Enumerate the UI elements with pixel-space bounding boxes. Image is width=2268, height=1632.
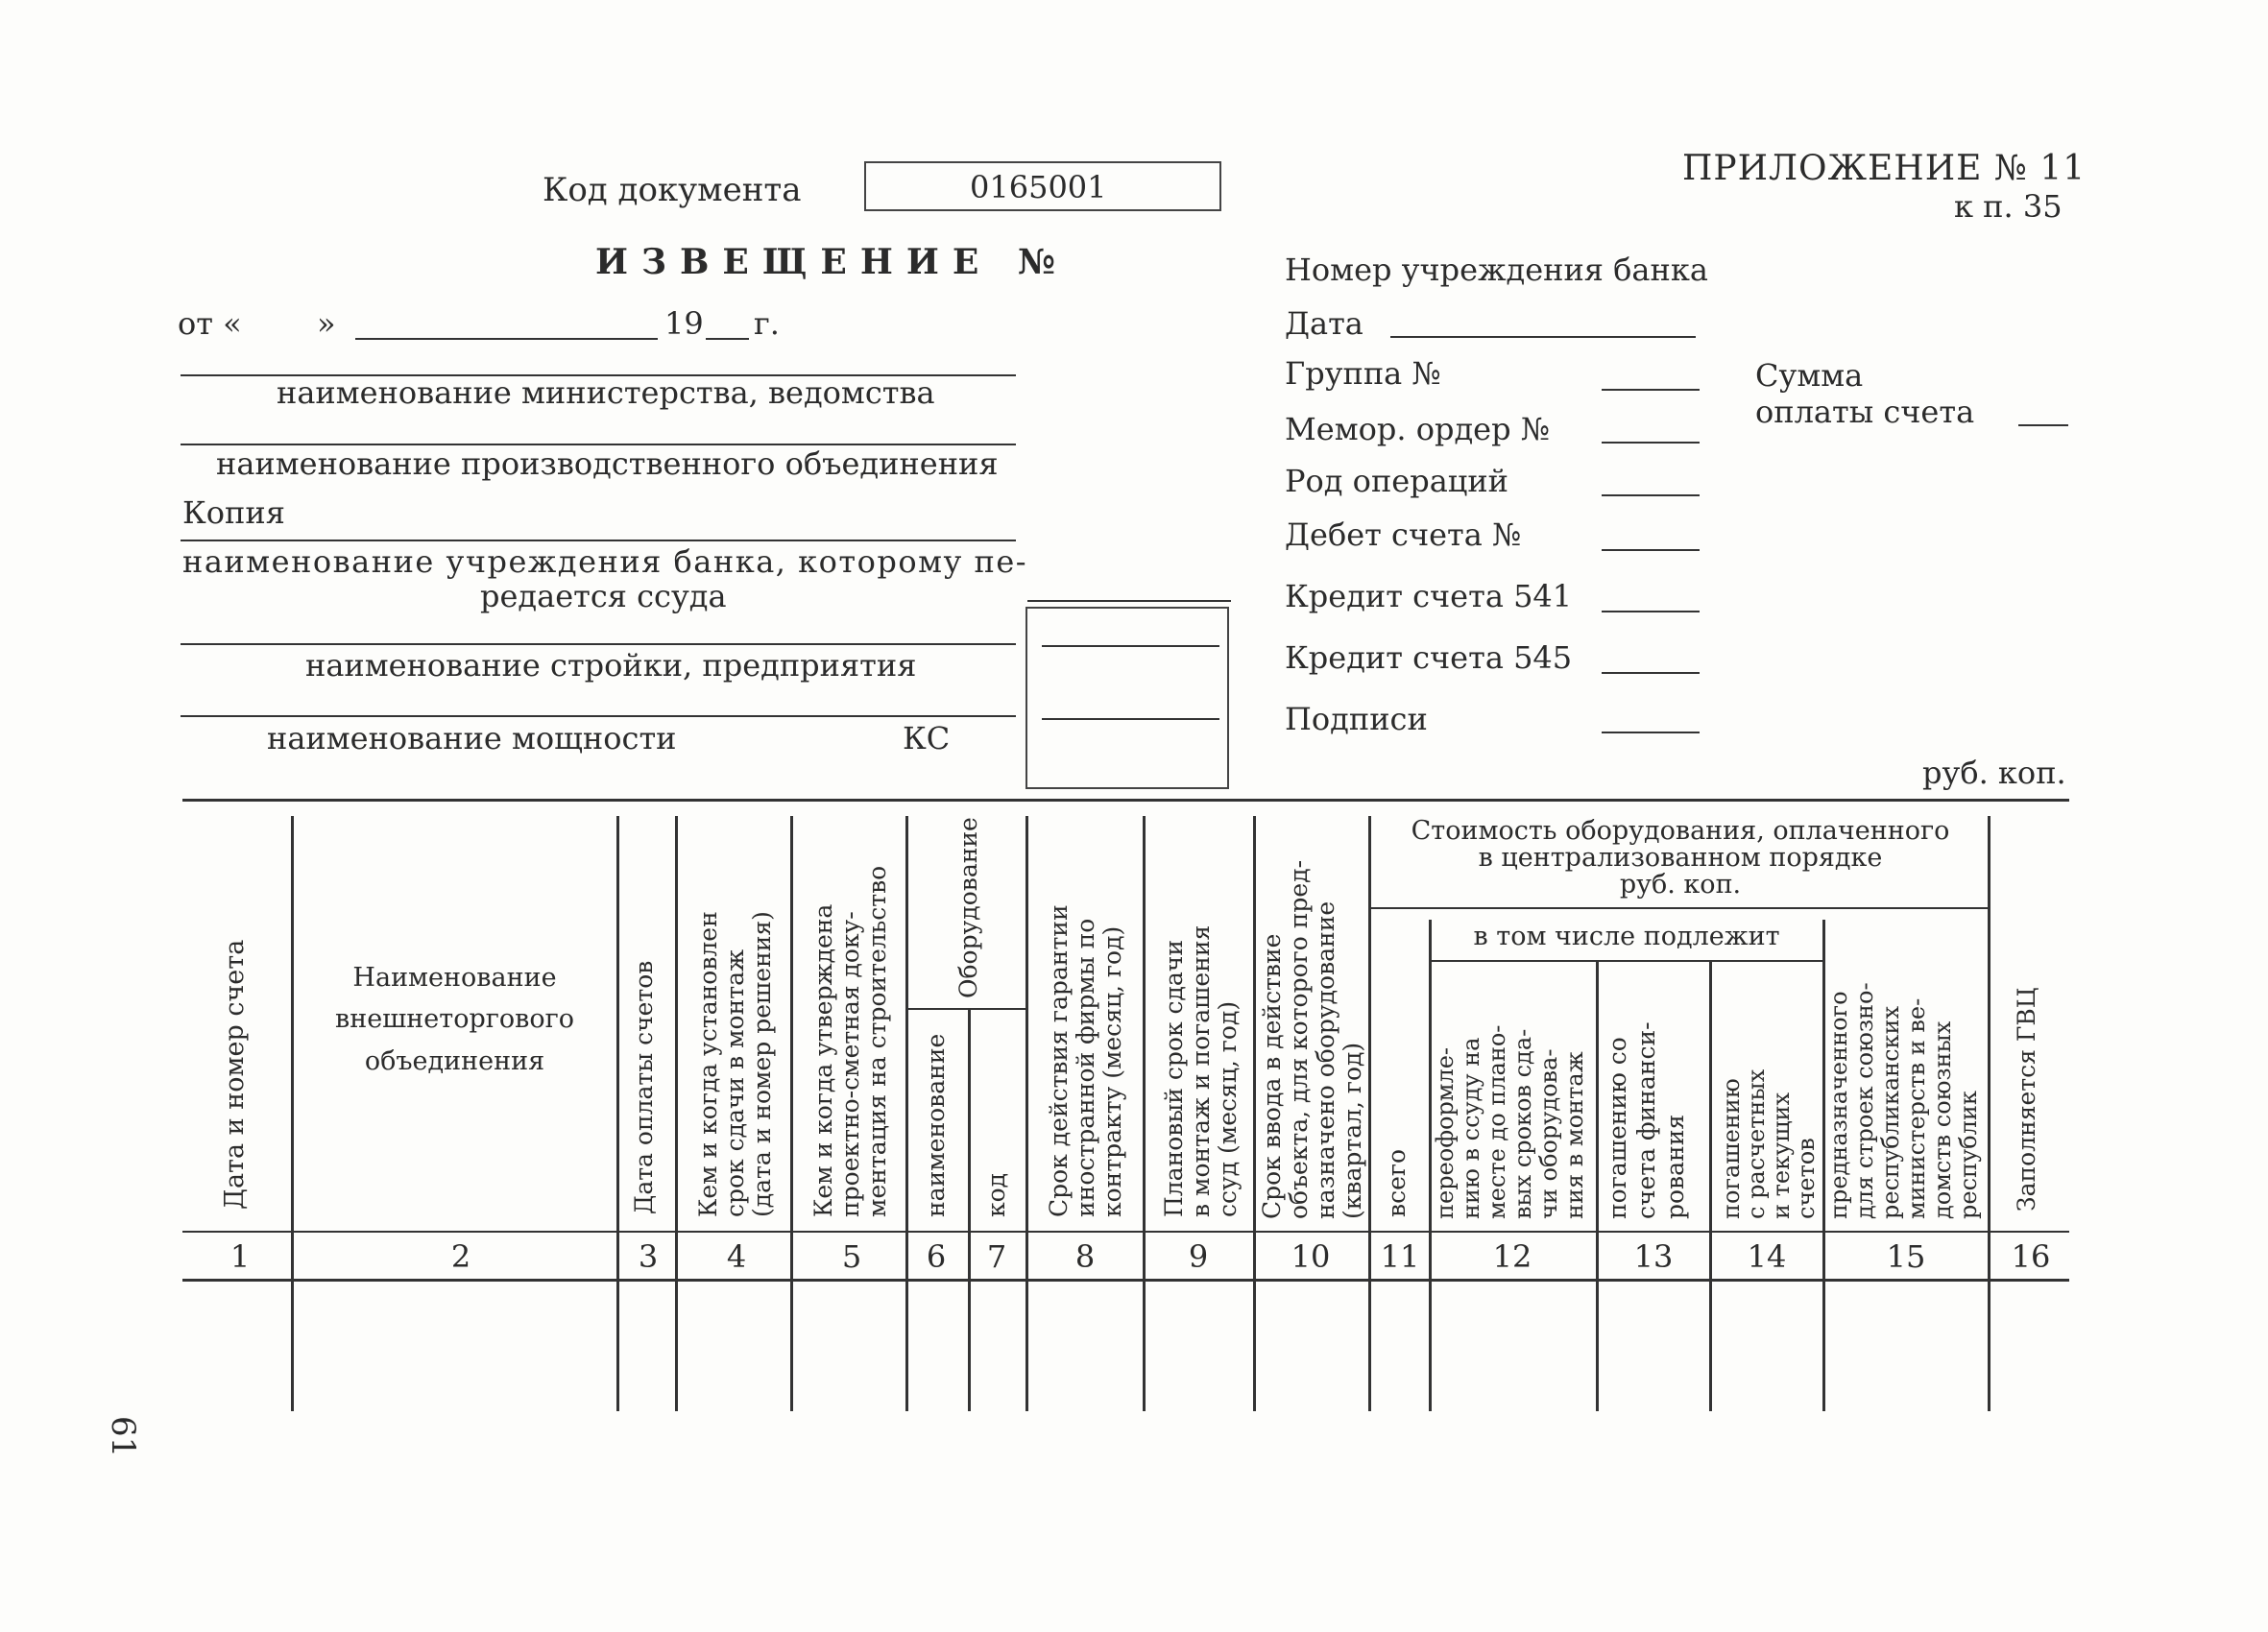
table-header-bottom xyxy=(182,1231,2069,1233)
col9-header-1: Плановый срок сдачи xyxy=(1160,939,1188,1217)
date-label: Дата xyxy=(1285,305,1363,342)
cost-header-2: в централизованном порядке xyxy=(1478,843,1883,873)
sum-label-1: Сумма xyxy=(1755,357,1864,394)
ks-label: КС xyxy=(903,720,951,756)
col6-header: наименование xyxy=(922,1033,950,1217)
col8-header-1: Срок действия гарантии xyxy=(1045,904,1073,1217)
col-number-14: 14 xyxy=(1747,1238,1787,1275)
group-label: Группа № xyxy=(1285,355,1441,392)
incl-group-line xyxy=(1429,960,1822,962)
doc-code-label: Код документа xyxy=(543,171,802,209)
appendix-title: ПРИЛОЖЕНИЕ № 11 xyxy=(1682,149,2087,188)
page-number: 61 xyxy=(104,1416,142,1458)
col-number-7: 7 xyxy=(986,1238,1007,1275)
side-box-line-1 xyxy=(1042,645,1219,647)
side-box-line-2 xyxy=(1042,718,1219,720)
col-number-11: 11 xyxy=(1380,1238,1420,1275)
col12-header-2: нию в ссуду на xyxy=(1458,1037,1484,1219)
col10-header-4: (квартал, год) xyxy=(1339,1042,1366,1219)
col8-header-2: иностранной фирмы по xyxy=(1072,918,1099,1217)
signatures-label: Подписи xyxy=(1285,701,1428,737)
col9-header-3: ссуд (месяц, год) xyxy=(1214,1000,1242,1217)
col3-header: Дата оплаты счетов xyxy=(630,960,658,1214)
copy-label: Копия xyxy=(182,494,285,531)
col12-header-4: вых сроков сда- xyxy=(1509,1028,1536,1219)
construction-line xyxy=(181,643,1016,645)
date-prefix: от « xyxy=(178,305,242,342)
col14-header-2: с расчетных xyxy=(1743,1068,1770,1219)
col5-header-3: ментация на строительство xyxy=(863,865,891,1217)
currency-label: руб. коп. xyxy=(1922,755,2066,791)
col5-header-2: проектно-сметная доку- xyxy=(836,911,864,1217)
capacity-label: наименование мощности xyxy=(267,720,677,756)
col-number-12: 12 xyxy=(1492,1238,1532,1275)
col12-header-3: месте до плано- xyxy=(1484,1024,1510,1219)
col9-header-2: в монтаж и погашения xyxy=(1187,924,1215,1217)
date-year-line xyxy=(706,338,749,340)
credit-545-label: Кредит счета 545 xyxy=(1285,639,1573,676)
col-number-9: 9 xyxy=(1188,1238,1209,1275)
col-number-15: 15 xyxy=(1886,1238,1926,1275)
col15-header-6: республик xyxy=(1955,1091,1982,1219)
col-divider-13 xyxy=(1709,962,1712,1411)
col-number-5: 5 xyxy=(841,1238,862,1275)
construction-label: наименование стройки, предприятия xyxy=(305,647,917,684)
col-number-1: 1 xyxy=(229,1238,251,1275)
col13-header-1: погашению со xyxy=(1604,1037,1631,1219)
debit-line xyxy=(1602,549,1700,551)
col-divider-12 xyxy=(1596,962,1599,1411)
cost-group-line xyxy=(1371,907,1988,909)
col15-header-2: для строек союзно- xyxy=(1851,982,1878,1219)
copy-line xyxy=(181,540,1016,541)
ministry-label: наименование министерства, ведомства xyxy=(277,374,935,411)
col14-header-4: счетов xyxy=(1793,1138,1820,1219)
date-suffix: г. xyxy=(754,305,780,342)
col-divider-5 xyxy=(905,816,908,1411)
box-top-line xyxy=(1027,600,1231,602)
date-year: 19 xyxy=(664,305,704,342)
equipment-header: Оборудование xyxy=(954,817,982,998)
col-divider-1 xyxy=(291,816,294,1411)
col-divider-7 xyxy=(1025,816,1028,1411)
col2-header-3: объединения xyxy=(364,1046,545,1076)
side-box xyxy=(1025,607,1229,789)
sum-label-2: оплаты счета xyxy=(1755,394,1975,430)
col15-header-1: предназначенного xyxy=(1825,991,1852,1219)
col-divider-2 xyxy=(616,816,619,1411)
date-day-line xyxy=(355,338,658,340)
col10-header-1: Срок ввода в действие xyxy=(1258,933,1286,1219)
col13-header-3: рования xyxy=(1661,1114,1689,1219)
col11-header: всего xyxy=(1383,1148,1411,1217)
col-divider-4 xyxy=(790,816,793,1411)
col14-header-3: и текущих xyxy=(1768,1092,1795,1219)
col7-header: код xyxy=(982,1172,1010,1217)
col-number-10: 10 xyxy=(1291,1238,1331,1275)
col-divider-8 xyxy=(1143,816,1146,1411)
col15-header-3: республиканских xyxy=(1877,1005,1904,1219)
appendix-ref: к п. 35 xyxy=(1954,188,2063,225)
col10-header-3: назначено оборудование xyxy=(1312,900,1339,1219)
col-divider-6 xyxy=(968,1008,971,1411)
col-divider-10 xyxy=(1368,816,1371,1411)
col5-header-1: Кем и когда утверждена xyxy=(809,903,837,1217)
table-numbers-bottom xyxy=(182,1279,2069,1282)
col8-header-3: контракту (месяц, год) xyxy=(1098,925,1126,1217)
col1-header: Дата и номер счета xyxy=(220,939,250,1210)
col4-header-2: срок сдачи в монтаж xyxy=(721,949,749,1217)
col-number-3: 3 xyxy=(638,1238,659,1275)
operation-type-label: Род операций xyxy=(1285,463,1508,499)
col4-header-3: (дата и номер решения) xyxy=(748,911,776,1217)
col10-header-2: объекта, для которого пред- xyxy=(1285,859,1313,1219)
col-divider-15 xyxy=(1988,816,1991,1411)
col-number-4: 4 xyxy=(726,1238,747,1275)
signatures-line xyxy=(1602,732,1700,733)
cost-header-1: Стоимость оборудования, оплаченного xyxy=(1411,816,1950,846)
credit-541-label: Кредит счета 541 xyxy=(1285,578,1573,614)
col15-header-4: министерств и ве- xyxy=(1903,997,1930,1219)
col12-header-5: чи оборудова- xyxy=(1535,1048,1562,1219)
col13-header-2: счета финанси- xyxy=(1632,1021,1660,1219)
col2-header-1: Наименование xyxy=(352,963,557,993)
memo-order-line xyxy=(1602,442,1700,444)
date-field-line xyxy=(1390,336,1696,338)
incl-header: в том числе подлежит xyxy=(1473,922,1780,951)
date-mid: » xyxy=(317,305,336,342)
col2-header-2: внешнеторгового xyxy=(335,1004,574,1034)
col15-header-5: домств союзных xyxy=(1929,1020,1956,1219)
notice-title: ИЗВЕЩЕНИЕ № xyxy=(595,242,1069,282)
operation-type-line xyxy=(1602,494,1700,496)
col-number-16: 16 xyxy=(2011,1238,2051,1275)
credit-541-line xyxy=(1602,611,1700,612)
col12-header-6: ния в монтаж xyxy=(1561,1051,1588,1219)
bank-label-2: редается ссуда xyxy=(480,578,727,614)
capacity-line xyxy=(181,715,1016,717)
debit-label: Дебет счета № xyxy=(1285,516,1522,553)
col16-header: Заполняется ГВЦ xyxy=(2013,987,2040,1212)
col-number-2: 2 xyxy=(450,1238,471,1275)
col-number-6: 6 xyxy=(926,1238,947,1275)
doc-code-value: 0165001 xyxy=(970,169,1107,205)
col12-header-1: переоформле- xyxy=(1432,1046,1459,1219)
group-line xyxy=(1602,389,1700,391)
bank-label-1: наименование учреждения банка, которому пе- xyxy=(182,543,1028,580)
memo-order-label: Мемор. ордер № xyxy=(1285,411,1551,447)
col-divider-3 xyxy=(675,816,678,1411)
bank-number-label: Номер учреждения банка xyxy=(1285,252,1708,288)
cost-header-3: руб. коп. xyxy=(1619,870,1742,900)
col-number-8: 8 xyxy=(1074,1238,1096,1275)
equipment-group-line xyxy=(907,1008,1025,1010)
col4-header-1: Кем и когда установлен xyxy=(694,911,722,1217)
association-label: наименование производственного объединения xyxy=(216,445,999,482)
col-number-13: 13 xyxy=(1633,1238,1674,1275)
col14-header-1: погашению xyxy=(1718,1078,1745,1219)
credit-545-line xyxy=(1602,672,1700,674)
col-divider-9 xyxy=(1253,816,1256,1411)
sum-line xyxy=(2018,424,2068,426)
table-top-border xyxy=(182,799,2069,802)
